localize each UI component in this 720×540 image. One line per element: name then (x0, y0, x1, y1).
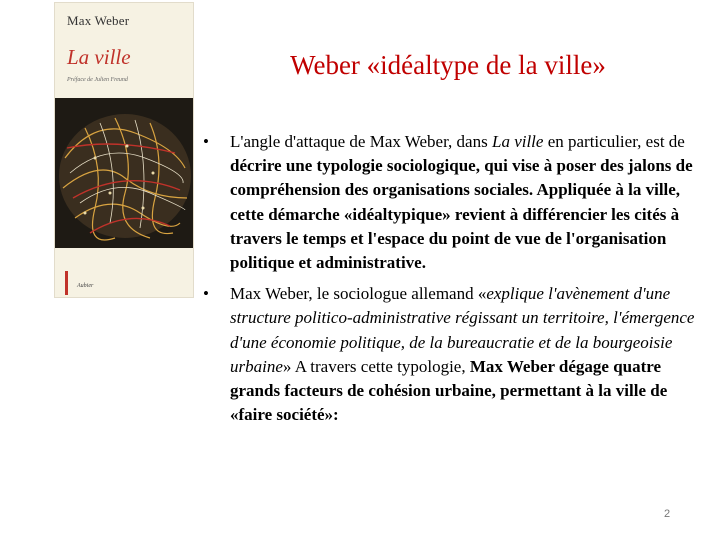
bullet-item-2 (200, 282, 705, 427)
bullet-point-icon: • (203, 284, 209, 304)
bullet-1-emphasis: décrire une typologie sociologique, qui vise à poser des jalons de compréhension des organisations sociales. Appliquée à la ville, cette démarche «idéaltypique» revient à différencier les cités à travers le temps et l'espace du point de vue de l'organisation politique et administrative. (230, 156, 693, 273)
bullet-2-emphasis: Max Weber dégage quatre grands facteurs de cohésion urbaine, permettant à la ville de «faire société»: (230, 356, 668, 425)
slide-title: Weber «idéaltype de la ville» (290, 50, 606, 80)
cover-map-illustration (55, 98, 193, 248)
bullet-1-text-cont: en particulier, est de (543, 132, 685, 151)
cover-publisher: Aubier (77, 283, 94, 289)
cover-preface: Préface de Julien Freund (67, 77, 128, 83)
bullet-1-text: L'angle d'attaque de Max Weber, dans (230, 132, 492, 151)
bullet-1-book-title: La ville (491, 132, 544, 151)
bullet-2-quote: explique l'avènement d'une structure politico-administrative régissant un territoire, l'émergence d'une économie politique, de la bureaucratie et de la bourgeoisie urbaine (230, 284, 695, 376)
cover-author: Max Weber (67, 13, 130, 28)
page-number: 2 (664, 508, 671, 520)
bullet-2-text: Max Weber, le sociologue allemand « (230, 284, 487, 304)
bullet-list (200, 130, 705, 427)
cover-title: La ville (67, 45, 131, 69)
bullet-item-1 (200, 130, 705, 275)
bullet-point-icon: • (203, 132, 209, 151)
book-cover-image (54, 2, 194, 298)
bullet-2-text-cont: » A travers cette typologie, (282, 356, 470, 376)
cover-accent-bar (65, 271, 68, 295)
